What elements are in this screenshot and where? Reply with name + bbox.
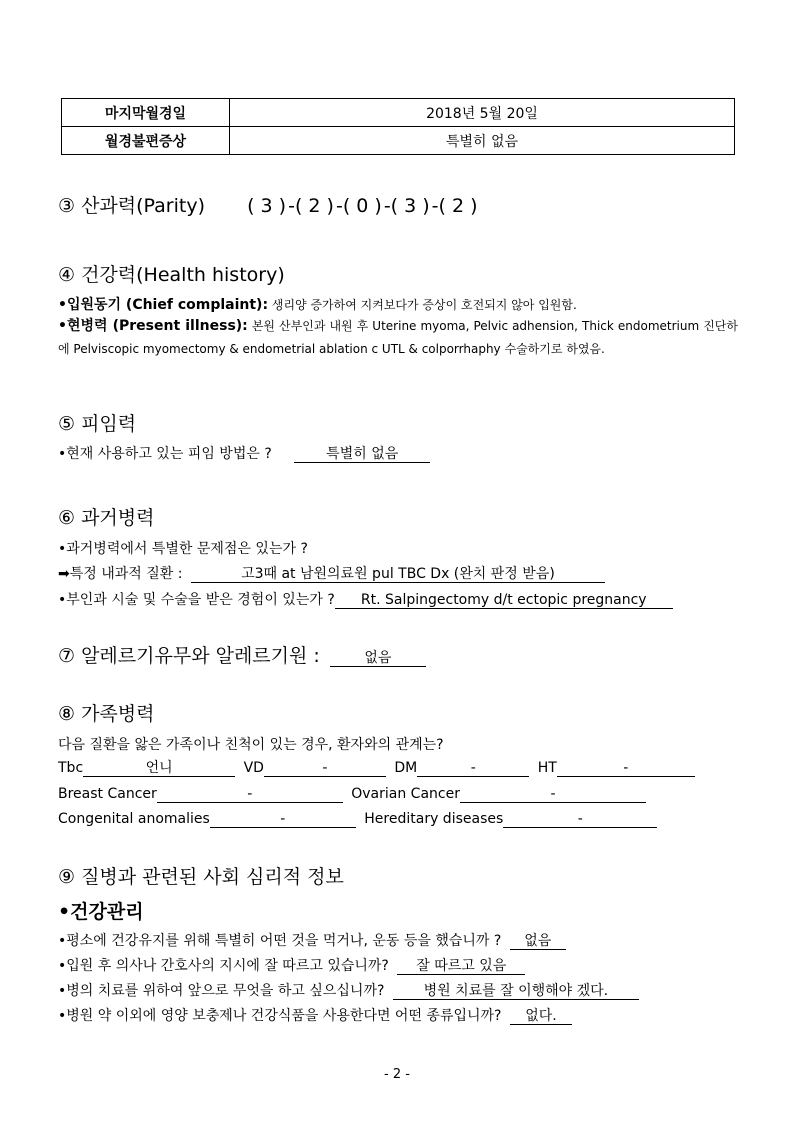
gyn-surgery-line	[58, 589, 673, 609]
menstrual-discomfort-value: 특별히 없음	[230, 127, 735, 155]
table-row	[62, 99, 735, 127]
present-illness-paragraph	[58, 315, 738, 361]
family-history-question: 다음 질환을 앓은 가족이나 친척이 있는 경우, 환자와의 관계는?	[58, 737, 444, 753]
congenital-value: -	[210, 811, 356, 828]
past-history-question: •과거병력에서 특별한 문제점은 있는가 ?	[58, 541, 308, 557]
psychosocial-a4: 없다.	[510, 1008, 572, 1025]
congenital-label: Congenital anomalies	[58, 811, 210, 827]
psychosocial-a2: 잘 따르고 있음	[397, 958, 525, 975]
psychosocial-q2: •입원 후 의사나 간호사의 지시에 잘 따르고 있습니까?	[58, 958, 389, 974]
family-history-title: ⑧ 가족병력	[58, 703, 155, 725]
chief-complaint-line	[58, 294, 577, 314]
parity-separator: -	[335, 195, 343, 217]
dm-label: DM	[394, 760, 418, 776]
allergy-line	[58, 641, 426, 668]
family-row-1	[58, 760, 695, 777]
psychosocial-title: ⑨ 질병과 관련된 사회 심리적 정보	[58, 866, 344, 888]
medical-disease-answer: 고3때 at 남원의료원 pul TBC Dx (완치 판정 받음)	[191, 566, 605, 583]
parity-value: ( 0 )	[342, 195, 382, 217]
contraception-question: •현재 사용하고 있는 피임 방법은 ?	[58, 446, 272, 462]
psychosocial-a1: 없음	[510, 933, 566, 950]
parity-value: ( 3 )	[247, 195, 287, 217]
parity-line	[58, 191, 480, 218]
psychosocial-q4: •병원 약 이외에 영양 보충제나 건강식품을 사용한다면 어떤 종류입니까?	[58, 1008, 502, 1024]
parity-value: ( 3 )	[390, 195, 430, 217]
parity-value: ( 2 )	[438, 195, 478, 217]
psychosocial-q1-line	[58, 930, 566, 950]
hereditary-value: -	[503, 811, 657, 828]
ht-value: -	[557, 760, 695, 777]
breast-cancer-label: Breast Cancer	[58, 786, 157, 802]
allergy-title: ⑦ 알레르기유무와 알레르기원 :	[58, 645, 320, 667]
present-illness-label: •현병력 (Present illness):	[58, 318, 248, 334]
psychosocial-q1: •평소에 건강유지를 위해 특별히 어떤 것을 먹거나, 운동 등을 했습니까 ?	[58, 933, 502, 949]
psychosocial-q3: •병의 치료를 위하여 앞으로 무엇을 하고 싶으십니까?	[58, 983, 385, 999]
present-illness-text: 본원 산부인과 내원 후 Uterine myoma, Pelvic adhension, Thick endometrium 진단하에 Pelviscopic myomectomy & endometrial ablation c UTL & colporrhaphy 수술하기로 하였음.	[58, 319, 738, 356]
contraception-title: ⑤ 피임력	[58, 413, 137, 435]
table-row	[62, 127, 735, 155]
hereditary-label: Hereditary diseases	[364, 811, 504, 827]
past-history-title: ⑥ 과거병력	[58, 507, 155, 529]
contraception-line	[58, 443, 430, 463]
tbc-label: Tbc	[58, 760, 84, 776]
gyn-surgery-answer: Rt. Salpingectomy d/t ectopic pregnancy	[335, 592, 673, 609]
page-number: - 2 -	[384, 1067, 410, 1082]
breast-cancer-value: -	[157, 786, 343, 803]
ovarian-cancer-value: -	[460, 786, 646, 803]
dm-value: -	[417, 760, 529, 777]
allergy-answer: 없음	[330, 650, 426, 667]
health-management-subtitle: •건강관리	[58, 901, 144, 923]
family-row-2	[58, 786, 646, 803]
psychosocial-q4-line	[58, 1005, 572, 1025]
ovarian-cancer-label: Ovarian Cancer	[351, 786, 460, 802]
menstrual-table	[61, 98, 735, 155]
tbc-value: 언니	[83, 760, 235, 777]
health-history-title: ④ 건강력(Health history)	[58, 264, 285, 286]
parity-separator: -	[288, 195, 295, 217]
vd-value: -	[264, 760, 386, 777]
contraception-answer: 특별히 없음	[294, 446, 430, 463]
parity-title: ③ 산과력(Parity)	[58, 195, 205, 217]
parity-value: ( 2 )	[294, 195, 334, 217]
psychosocial-a3: 병원 치료를 잘 이행해야 겠다.	[393, 983, 639, 1000]
vd-label: VD	[243, 760, 264, 776]
parity-separator: -	[383, 195, 391, 217]
last-menstrual-date-value: 2018년 5월 20일	[230, 99, 735, 127]
menstrual-discomfort-label: 월경불편증상	[62, 127, 230, 155]
medical-disease-question: ➡특정 내과적 질환 :	[58, 566, 183, 582]
gyn-surgery-question: •부인과 시술 및 수술을 받은 경험이 있는가 ?	[58, 592, 335, 608]
family-row-3	[58, 811, 657, 828]
ht-label: HT	[537, 760, 557, 776]
medical-disease-line	[58, 563, 605, 583]
chief-complaint-text: 생리양 증가하여 지켜보다가 증상이 호전되지 않아 입원함.	[271, 298, 577, 312]
psychosocial-q2-line	[58, 955, 525, 975]
chief-complaint-label: •입원동기 (Chief complaint):	[58, 297, 269, 313]
parity-separator: -	[431, 195, 439, 217]
psychosocial-q3-line	[58, 980, 639, 1000]
last-menstrual-date-label: 마지막월경일	[62, 99, 230, 127]
